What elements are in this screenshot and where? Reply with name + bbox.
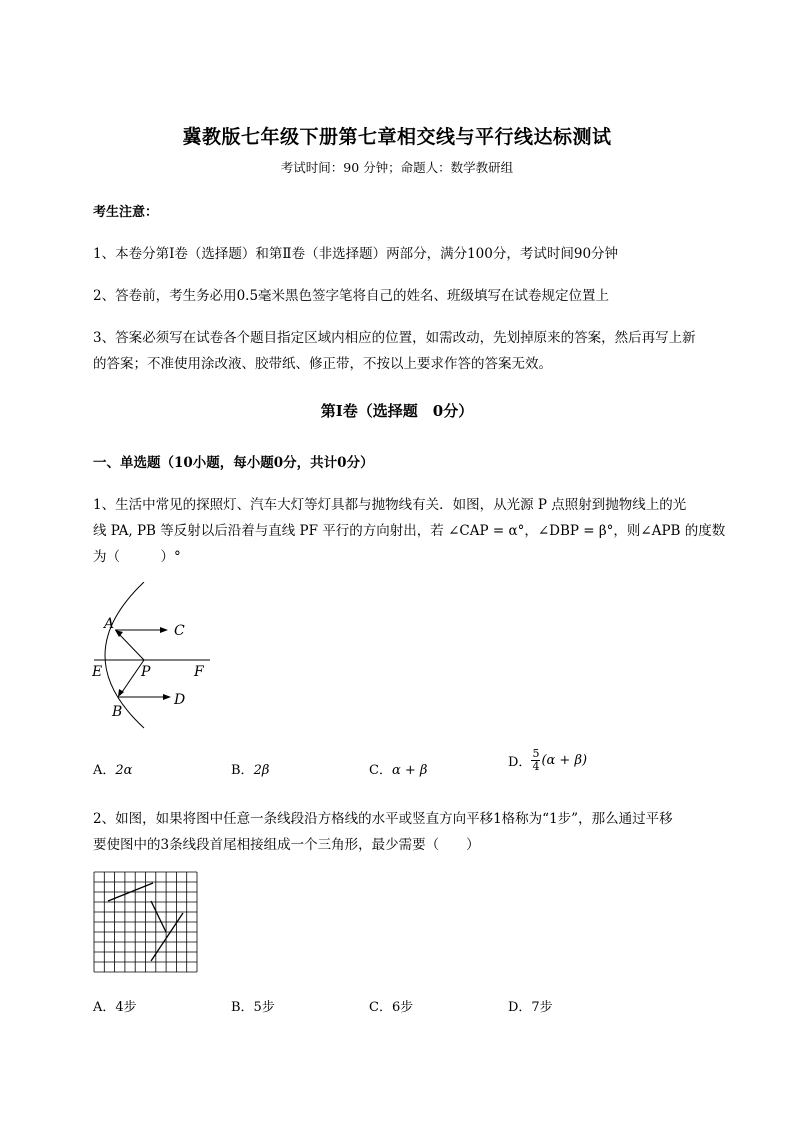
q1-option-b-text: 2β — [253, 763, 270, 778]
q2-line-1: 2、如图，如果将图中任意一条线段沿方格线的水平或竖直方向平移1格称为“1步”，那么通过平移 — [93, 811, 673, 827]
label-b: B — [112, 704, 123, 720]
grid-figure — [93, 871, 199, 974]
ray-pa — [117, 632, 144, 660]
q1-option-a-text: 2α — [115, 763, 133, 778]
q1-option-d-fraction — [531, 748, 540, 773]
q1-option-a[interactable] — [93, 759, 132, 778]
q1-line-2: 线 PA, PB 等反射以后沿着与直线 PF 平行的方向射出，若 ∠CAP = α°，∠DBP = β°，则∠APB 的度数 — [93, 523, 726, 539]
fraction-numerator: 5 — [532, 747, 540, 760]
exam-info: 考试时间：90 分钟；命题人：数学教研组 — [280, 160, 514, 175]
notice-item-1: 1、本卷分第I卷（选择题）和第Ⅱ卷（非选择题）两部分，满分100分，考试时间90分钟 — [93, 246, 619, 262]
q1-option-d-label: D． — [508, 755, 532, 770]
q2-option-b[interactable]: B．5步 — [231, 1000, 275, 1015]
q1-line-1: 1、生活中常见的探照灯、汽车大灯等灯具都与抛物线有关．如图，从光源 P 点照射到抛物线上的光 — [93, 497, 687, 513]
arrow-ac — [160, 627, 168, 633]
label-d: D — [174, 692, 186, 708]
notice-item-2: 2、答卷前，考生务必用0.5毫米黑色签字笔将自己的姓名、班级填写在试卷规定位置上 — [93, 288, 610, 304]
label-p: P — [141, 664, 151, 680]
parabola-curve — [105, 582, 144, 728]
q2-option-a[interactable]: A．4步 — [93, 1000, 137, 1015]
q2-option-d[interactable]: D．7步 — [508, 1000, 553, 1015]
q1-option-d[interactable] — [508, 748, 587, 773]
q1-option-d-text: (α + β) — [541, 753, 588, 768]
q1-line-3: 为（ ）° — [93, 549, 181, 565]
notice-item-3: 3、答案必须写在试卷各个题目指定区域内相应的位置，如需改动，先划掉原来的答案，然后再写上新 — [93, 330, 696, 346]
label-a: A — [104, 616, 115, 632]
q1-option-a-label: A． — [93, 763, 116, 778]
section-title: 第I卷（选择题 0分） — [320, 402, 474, 420]
label-c: C — [174, 623, 185, 639]
q2-option-c[interactable]: C．6步 — [369, 1000, 414, 1015]
part-heading: 一、单选题（10小题，每小题0分，共计0分） — [93, 455, 374, 471]
q1-option-c-text: α + β — [391, 763, 428, 778]
q1-option-c-label: C． — [369, 763, 392, 778]
fraction-denominator: 4 — [532, 760, 540, 773]
label-e: E — [92, 664, 103, 680]
parabola-figure — [86, 582, 216, 730]
arrow-pa — [115, 630, 123, 637]
arrow-bd — [163, 694, 171, 700]
q2-line-2: 要使图中的3条线段首尾相接组成一个三角形，最少需要（ ） — [93, 837, 480, 853]
label-f: F — [194, 664, 204, 680]
q1-option-c[interactable] — [369, 759, 427, 778]
notice-heading: 考生注意： — [93, 205, 159, 220]
page-title: 冀教版七年级下册第七章相交线与平行线达标测试 — [182, 126, 612, 148]
q1-option-b-label: B． — [231, 763, 254, 778]
segment-2 — [151, 901, 166, 932]
q1-option-b[interactable] — [231, 759, 269, 778]
notice-item-3-cont: 的答案；不准使用涂改液、胶带纸、修正带，不按以上要求作答的答案无效。 — [93, 356, 552, 372]
grid-lines — [94, 872, 197, 972]
